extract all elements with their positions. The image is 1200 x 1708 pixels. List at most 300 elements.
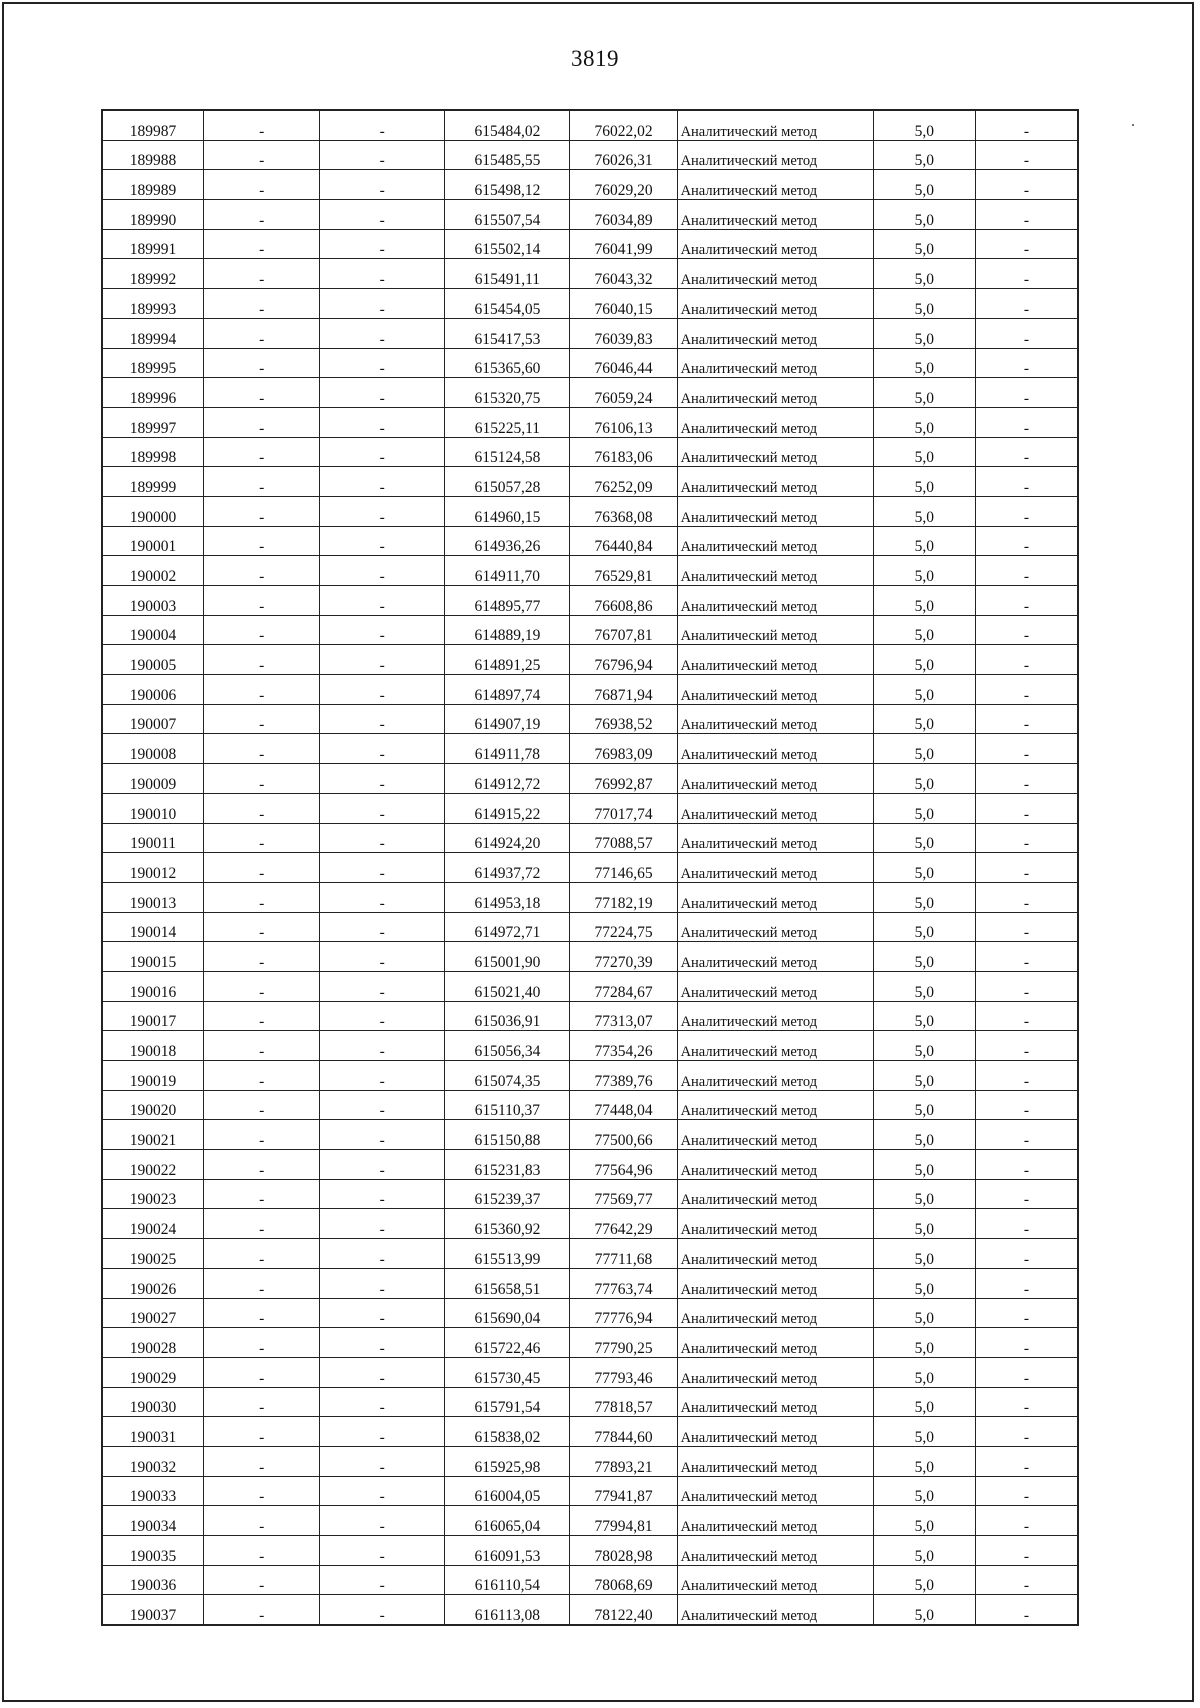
- accuracy-cell: 5,0: [873, 912, 975, 942]
- old-x-cell: -: [204, 882, 320, 912]
- point-number-cell: 190034: [102, 1506, 204, 1536]
- old-x-cell: -: [204, 764, 320, 794]
- method-cell: Аналитический метод: [677, 140, 873, 170]
- x-coordinate-cell: 615791,54: [445, 1387, 570, 1417]
- old-x-cell: -: [204, 259, 320, 289]
- table-row: [102, 586, 1078, 616]
- description-cell: -: [975, 378, 1078, 408]
- old-x-cell: -: [204, 1031, 320, 1061]
- coordinates-table: [101, 109, 1079, 1626]
- accuracy-cell: 5,0: [873, 971, 975, 1001]
- old-y-cell: -: [320, 793, 445, 823]
- accuracy-cell: 5,0: [873, 586, 975, 616]
- old-x-cell: -: [204, 1357, 320, 1387]
- old-y-cell: -: [320, 912, 445, 942]
- accuracy-cell: 5,0: [873, 1239, 975, 1269]
- point-number-cell: 190007: [102, 704, 204, 734]
- old-x-cell: -: [204, 110, 320, 140]
- x-coordinate-cell: 614891,25: [445, 645, 570, 675]
- description-cell: -: [975, 1387, 1078, 1417]
- x-coordinate-cell: 614897,74: [445, 675, 570, 705]
- y-coordinate-cell: 77284,67: [570, 971, 677, 1001]
- old-x-cell: -: [204, 1150, 320, 1180]
- point-number-cell: 190011: [102, 823, 204, 853]
- point-number-cell: 190037: [102, 1595, 204, 1625]
- table-row: [102, 1536, 1078, 1566]
- x-coordinate-cell: 615021,40: [445, 971, 570, 1001]
- method-cell: Аналитический метод: [677, 348, 873, 378]
- y-coordinate-cell: 76034,89: [570, 200, 677, 230]
- x-coordinate-cell: 616004,05: [445, 1476, 570, 1506]
- table-row: [102, 675, 1078, 705]
- old-y-cell: -: [320, 1298, 445, 1328]
- y-coordinate-cell: 78122,40: [570, 1595, 677, 1625]
- description-cell: -: [975, 645, 1078, 675]
- x-coordinate-cell: 616091,53: [445, 1536, 570, 1566]
- point-number-cell: 189987: [102, 110, 204, 140]
- description-cell: -: [975, 853, 1078, 883]
- old-x-cell: -: [204, 912, 320, 942]
- description-cell: -: [975, 1595, 1078, 1625]
- old-x-cell: -: [204, 467, 320, 497]
- point-number-cell: 190012: [102, 853, 204, 883]
- y-coordinate-cell: 76529,81: [570, 556, 677, 586]
- old-y-cell: -: [320, 1061, 445, 1091]
- y-coordinate-cell: 77017,74: [570, 793, 677, 823]
- description-cell: -: [975, 793, 1078, 823]
- method-cell: Аналитический метод: [677, 1031, 873, 1061]
- accuracy-cell: 5,0: [873, 556, 975, 586]
- accuracy-cell: 5,0: [873, 615, 975, 645]
- accuracy-cell: 5,0: [873, 1417, 975, 1447]
- method-cell: Аналитический метод: [677, 734, 873, 764]
- table-row: [102, 1031, 1078, 1061]
- method-cell: Аналитический метод: [677, 793, 873, 823]
- old-y-cell: -: [320, 1595, 445, 1625]
- old-y-cell: -: [320, 823, 445, 853]
- description-cell: -: [975, 586, 1078, 616]
- y-coordinate-cell: 78028,98: [570, 1536, 677, 1566]
- method-cell: Аналитический метод: [677, 1446, 873, 1476]
- old-x-cell: -: [204, 140, 320, 170]
- point-number-cell: 190028: [102, 1328, 204, 1358]
- point-number-cell: 190014: [102, 912, 204, 942]
- x-coordinate-cell: 615498,12: [445, 170, 570, 200]
- old-x-cell: -: [204, 615, 320, 645]
- description-cell: -: [975, 1357, 1078, 1387]
- point-number-cell: 190030: [102, 1387, 204, 1417]
- method-cell: Аналитический метод: [677, 853, 873, 883]
- y-coordinate-cell: 77818,57: [570, 1387, 677, 1417]
- accuracy-cell: 5,0: [873, 1120, 975, 1150]
- y-coordinate-cell: 76440,84: [570, 526, 677, 556]
- table-row: [102, 1001, 1078, 1031]
- description-cell: -: [975, 1328, 1078, 1358]
- accuracy-cell: 5,0: [873, 1328, 975, 1358]
- y-coordinate-cell: 76040,15: [570, 289, 677, 319]
- description-cell: -: [975, 170, 1078, 200]
- y-coordinate-cell: 77448,04: [570, 1090, 677, 1120]
- y-coordinate-cell: 77564,96: [570, 1150, 677, 1180]
- table-row: [102, 378, 1078, 408]
- point-number-cell: 189995: [102, 348, 204, 378]
- point-number-cell: 190003: [102, 586, 204, 616]
- old-x-cell: -: [204, 1090, 320, 1120]
- old-x-cell: -: [204, 318, 320, 348]
- method-cell: Аналитический метод: [677, 1298, 873, 1328]
- old-y-cell: -: [320, 467, 445, 497]
- point-number-cell: 190021: [102, 1120, 204, 1150]
- method-cell: Аналитический метод: [677, 526, 873, 556]
- old-x-cell: -: [204, 348, 320, 378]
- table-row: [102, 289, 1078, 319]
- description-cell: -: [975, 1209, 1078, 1239]
- description-cell: -: [975, 1150, 1078, 1180]
- accuracy-cell: 5,0: [873, 289, 975, 319]
- method-cell: Аналитический метод: [677, 437, 873, 467]
- accuracy-cell: 5,0: [873, 1090, 975, 1120]
- old-x-cell: -: [204, 407, 320, 437]
- table-row: [102, 318, 1078, 348]
- accuracy-cell: 5,0: [873, 942, 975, 972]
- x-coordinate-cell: 615365,60: [445, 348, 570, 378]
- accuracy-cell: 5,0: [873, 1179, 975, 1209]
- description-cell: -: [975, 882, 1078, 912]
- y-coordinate-cell: 77088,57: [570, 823, 677, 853]
- accuracy-cell: 5,0: [873, 110, 975, 140]
- table-row: [102, 200, 1078, 230]
- old-y-cell: -: [320, 259, 445, 289]
- point-number-cell: 190036: [102, 1565, 204, 1595]
- old-x-cell: -: [204, 1446, 320, 1476]
- description-cell: -: [975, 437, 1078, 467]
- table-row: [102, 793, 1078, 823]
- table-row: [102, 645, 1078, 675]
- old-y-cell: -: [320, 675, 445, 705]
- description-cell: -: [975, 1536, 1078, 1566]
- accuracy-cell: 5,0: [873, 1031, 975, 1061]
- table-row: [102, 942, 1078, 972]
- point-number-cell: 190017: [102, 1001, 204, 1031]
- y-coordinate-cell: 76059,24: [570, 378, 677, 408]
- old-x-cell: -: [204, 1061, 320, 1091]
- description-cell: -: [975, 526, 1078, 556]
- point-number-cell: 190000: [102, 496, 204, 526]
- x-coordinate-cell: 615225,11: [445, 407, 570, 437]
- method-cell: Аналитический метод: [677, 467, 873, 497]
- old-x-cell: -: [204, 1476, 320, 1506]
- old-x-cell: -: [204, 793, 320, 823]
- x-coordinate-cell: 615925,98: [445, 1446, 570, 1476]
- y-coordinate-cell: 77146,65: [570, 853, 677, 883]
- old-y-cell: -: [320, 378, 445, 408]
- table-row: [102, 1120, 1078, 1150]
- old-y-cell: -: [320, 1268, 445, 1298]
- y-coordinate-cell: 77500,66: [570, 1120, 677, 1150]
- table-row: [102, 526, 1078, 556]
- method-cell: Аналитический метод: [677, 1357, 873, 1387]
- accuracy-cell: 5,0: [873, 348, 975, 378]
- method-cell: Аналитический метод: [677, 200, 873, 230]
- old-y-cell: -: [320, 526, 445, 556]
- old-y-cell: -: [320, 1031, 445, 1061]
- y-coordinate-cell: 77844,60: [570, 1417, 677, 1447]
- method-cell: Аналитический метод: [677, 229, 873, 259]
- description-cell: -: [975, 1446, 1078, 1476]
- x-coordinate-cell: 615722,46: [445, 1328, 570, 1358]
- table-row: [102, 1298, 1078, 1328]
- y-coordinate-cell: 77182,19: [570, 882, 677, 912]
- accuracy-cell: 5,0: [873, 1565, 975, 1595]
- method-cell: Аналитический метод: [677, 407, 873, 437]
- table-row: [102, 140, 1078, 170]
- table-row: [102, 1268, 1078, 1298]
- y-coordinate-cell: 76106,13: [570, 407, 677, 437]
- table-row: [102, 764, 1078, 794]
- y-coordinate-cell: 76252,09: [570, 467, 677, 497]
- point-number-cell: 190032: [102, 1446, 204, 1476]
- x-coordinate-cell: 615150,88: [445, 1120, 570, 1150]
- y-coordinate-cell: 76046,44: [570, 348, 677, 378]
- description-cell: -: [975, 1031, 1078, 1061]
- accuracy-cell: 5,0: [873, 1298, 975, 1328]
- old-x-cell: -: [204, 200, 320, 230]
- old-y-cell: -: [320, 1001, 445, 1031]
- method-cell: Аналитический метод: [677, 170, 873, 200]
- description-cell: -: [975, 942, 1078, 972]
- x-coordinate-cell: 615417,53: [445, 318, 570, 348]
- table-row: [102, 1446, 1078, 1476]
- point-number-cell: 190029: [102, 1357, 204, 1387]
- point-number-cell: 190020: [102, 1090, 204, 1120]
- description-cell: -: [975, 1239, 1078, 1269]
- accuracy-cell: 5,0: [873, 734, 975, 764]
- old-x-cell: -: [204, 645, 320, 675]
- method-cell: Аналитический метод: [677, 912, 873, 942]
- description-cell: -: [975, 734, 1078, 764]
- method-cell: Аналитический метод: [677, 971, 873, 1001]
- point-number-cell: 190027: [102, 1298, 204, 1328]
- method-cell: Аналитический метод: [677, 1506, 873, 1536]
- old-x-cell: -: [204, 1387, 320, 1417]
- old-y-cell: -: [320, 1179, 445, 1209]
- x-coordinate-cell: 615036,91: [445, 1001, 570, 1031]
- point-number-cell: 189999: [102, 467, 204, 497]
- accuracy-cell: 5,0: [873, 1268, 975, 1298]
- method-cell: Аналитический метод: [677, 110, 873, 140]
- description-cell: -: [975, 615, 1078, 645]
- table-row: [102, 170, 1078, 200]
- old-x-cell: -: [204, 1595, 320, 1625]
- point-number-cell: 190001: [102, 526, 204, 556]
- y-coordinate-cell: 77569,77: [570, 1179, 677, 1209]
- old-y-cell: -: [320, 1209, 445, 1239]
- table-row: [102, 110, 1078, 140]
- old-x-cell: -: [204, 971, 320, 1001]
- description-cell: -: [975, 407, 1078, 437]
- point-number-cell: 190033: [102, 1476, 204, 1506]
- table-row: [102, 1179, 1078, 1209]
- description-cell: -: [975, 110, 1078, 140]
- table-row: [102, 1239, 1078, 1269]
- description-cell: -: [975, 289, 1078, 319]
- method-cell: Аналитический метод: [677, 615, 873, 645]
- accuracy-cell: 5,0: [873, 1209, 975, 1239]
- table-row: [102, 823, 1078, 853]
- old-x-cell: -: [204, 853, 320, 883]
- y-coordinate-cell: 76707,81: [570, 615, 677, 645]
- y-coordinate-cell: 77793,46: [570, 1357, 677, 1387]
- accuracy-cell: 5,0: [873, 1506, 975, 1536]
- old-y-cell: -: [320, 1328, 445, 1358]
- x-coordinate-cell: 614953,18: [445, 882, 570, 912]
- accuracy-cell: 5,0: [873, 407, 975, 437]
- x-coordinate-cell: 614972,71: [445, 912, 570, 942]
- y-coordinate-cell: 77389,76: [570, 1061, 677, 1091]
- y-coordinate-cell: 77354,26: [570, 1031, 677, 1061]
- method-cell: Аналитический метод: [677, 942, 873, 972]
- description-cell: -: [975, 140, 1078, 170]
- x-coordinate-cell: 615507,54: [445, 200, 570, 230]
- point-number-cell: 189998: [102, 437, 204, 467]
- accuracy-cell: 5,0: [873, 882, 975, 912]
- y-coordinate-cell: 76043,32: [570, 259, 677, 289]
- old-x-cell: -: [204, 734, 320, 764]
- method-cell: Аналитический метод: [677, 645, 873, 675]
- old-y-cell: -: [320, 1120, 445, 1150]
- method-cell: Аналитический метод: [677, 556, 873, 586]
- description-cell: -: [975, 1565, 1078, 1595]
- old-y-cell: -: [320, 734, 445, 764]
- method-cell: Аналитический метод: [677, 1536, 873, 1566]
- point-number-cell: 190013: [102, 882, 204, 912]
- x-coordinate-cell: 615239,37: [445, 1179, 570, 1209]
- point-number-cell: 190025: [102, 1239, 204, 1269]
- old-y-cell: -: [320, 1565, 445, 1595]
- old-y-cell: -: [320, 200, 445, 230]
- method-cell: Аналитический метод: [677, 1179, 873, 1209]
- accuracy-cell: 5,0: [873, 1061, 975, 1091]
- accuracy-cell: 5,0: [873, 318, 975, 348]
- accuracy-cell: 5,0: [873, 170, 975, 200]
- y-coordinate-cell: 77270,39: [570, 942, 677, 972]
- point-number-cell: 189992: [102, 259, 204, 289]
- scan-speck: [1132, 124, 1134, 126]
- x-coordinate-cell: 615056,34: [445, 1031, 570, 1061]
- old-x-cell: -: [204, 556, 320, 586]
- description-cell: -: [975, 1179, 1078, 1209]
- old-y-cell: -: [320, 1506, 445, 1536]
- point-number-cell: 190018: [102, 1031, 204, 1061]
- y-coordinate-cell: 76183,06: [570, 437, 677, 467]
- description-cell: -: [975, 259, 1078, 289]
- y-coordinate-cell: 77642,29: [570, 1209, 677, 1239]
- table-row: [102, 348, 1078, 378]
- x-coordinate-cell: 615502,14: [445, 229, 570, 259]
- x-coordinate-cell: 614895,77: [445, 586, 570, 616]
- x-coordinate-cell: 615057,28: [445, 467, 570, 497]
- y-coordinate-cell: 77224,75: [570, 912, 677, 942]
- old-x-cell: -: [204, 1120, 320, 1150]
- point-number-cell: 190015: [102, 942, 204, 972]
- y-coordinate-cell: 78068,69: [570, 1565, 677, 1595]
- description-cell: -: [975, 496, 1078, 526]
- y-coordinate-cell: 76368,08: [570, 496, 677, 526]
- point-number-cell: 190008: [102, 734, 204, 764]
- accuracy-cell: 5,0: [873, 1001, 975, 1031]
- method-cell: Аналитический метод: [677, 1209, 873, 1239]
- old-x-cell: -: [204, 675, 320, 705]
- description-cell: -: [975, 912, 1078, 942]
- x-coordinate-cell: 615454,05: [445, 289, 570, 319]
- y-coordinate-cell: 76992,87: [570, 764, 677, 794]
- point-number-cell: 190022: [102, 1150, 204, 1180]
- old-y-cell: -: [320, 1536, 445, 1566]
- old-y-cell: -: [320, 170, 445, 200]
- description-cell: -: [975, 467, 1078, 497]
- page-number: 3819: [571, 46, 619, 71]
- description-cell: -: [975, 1061, 1078, 1091]
- accuracy-cell: 5,0: [873, 1387, 975, 1417]
- method-cell: Аналитический метод: [677, 378, 873, 408]
- x-coordinate-cell: 615231,83: [445, 1150, 570, 1180]
- old-y-cell: -: [320, 1417, 445, 1447]
- old-y-cell: -: [320, 1476, 445, 1506]
- old-x-cell: -: [204, 526, 320, 556]
- table-row: [102, 704, 1078, 734]
- x-coordinate-cell: 614907,19: [445, 704, 570, 734]
- accuracy-cell: 5,0: [873, 1150, 975, 1180]
- x-coordinate-cell: 615513,99: [445, 1239, 570, 1269]
- accuracy-cell: 5,0: [873, 1446, 975, 1476]
- accuracy-cell: 5,0: [873, 645, 975, 675]
- point-number-cell: 190006: [102, 675, 204, 705]
- y-coordinate-cell: 76983,09: [570, 734, 677, 764]
- y-coordinate-cell: 77763,74: [570, 1268, 677, 1298]
- accuracy-cell: 5,0: [873, 1357, 975, 1387]
- table-row: [102, 1357, 1078, 1387]
- description-cell: -: [975, 823, 1078, 853]
- method-cell: Аналитический метод: [677, 586, 873, 616]
- x-coordinate-cell: 615124,58: [445, 437, 570, 467]
- old-x-cell: -: [204, 1209, 320, 1239]
- old-x-cell: -: [204, 1417, 320, 1447]
- description-cell: -: [975, 1268, 1078, 1298]
- table-row: [102, 407, 1078, 437]
- x-coordinate-cell: 614924,20: [445, 823, 570, 853]
- table-row: [102, 1476, 1078, 1506]
- y-coordinate-cell: 76039,83: [570, 318, 677, 348]
- old-x-cell: -: [204, 586, 320, 616]
- method-cell: Аналитический метод: [677, 1150, 873, 1180]
- method-cell: Аналитический метод: [677, 1061, 873, 1091]
- table-row: [102, 467, 1078, 497]
- point-number-cell: 190009: [102, 764, 204, 794]
- old-x-cell: -: [204, 1328, 320, 1358]
- point-number-cell: 189990: [102, 200, 204, 230]
- description-cell: -: [975, 1120, 1078, 1150]
- coordinates-table-body: [102, 110, 1078, 1625]
- accuracy-cell: 5,0: [873, 437, 975, 467]
- y-coordinate-cell: 77711,68: [570, 1239, 677, 1269]
- accuracy-cell: 5,0: [873, 467, 975, 497]
- table-row: [102, 1417, 1078, 1447]
- y-coordinate-cell: 76041,99: [570, 229, 677, 259]
- old-y-cell: -: [320, 1090, 445, 1120]
- y-coordinate-cell: 77313,07: [570, 1001, 677, 1031]
- description-cell: -: [975, 704, 1078, 734]
- description-cell: -: [975, 764, 1078, 794]
